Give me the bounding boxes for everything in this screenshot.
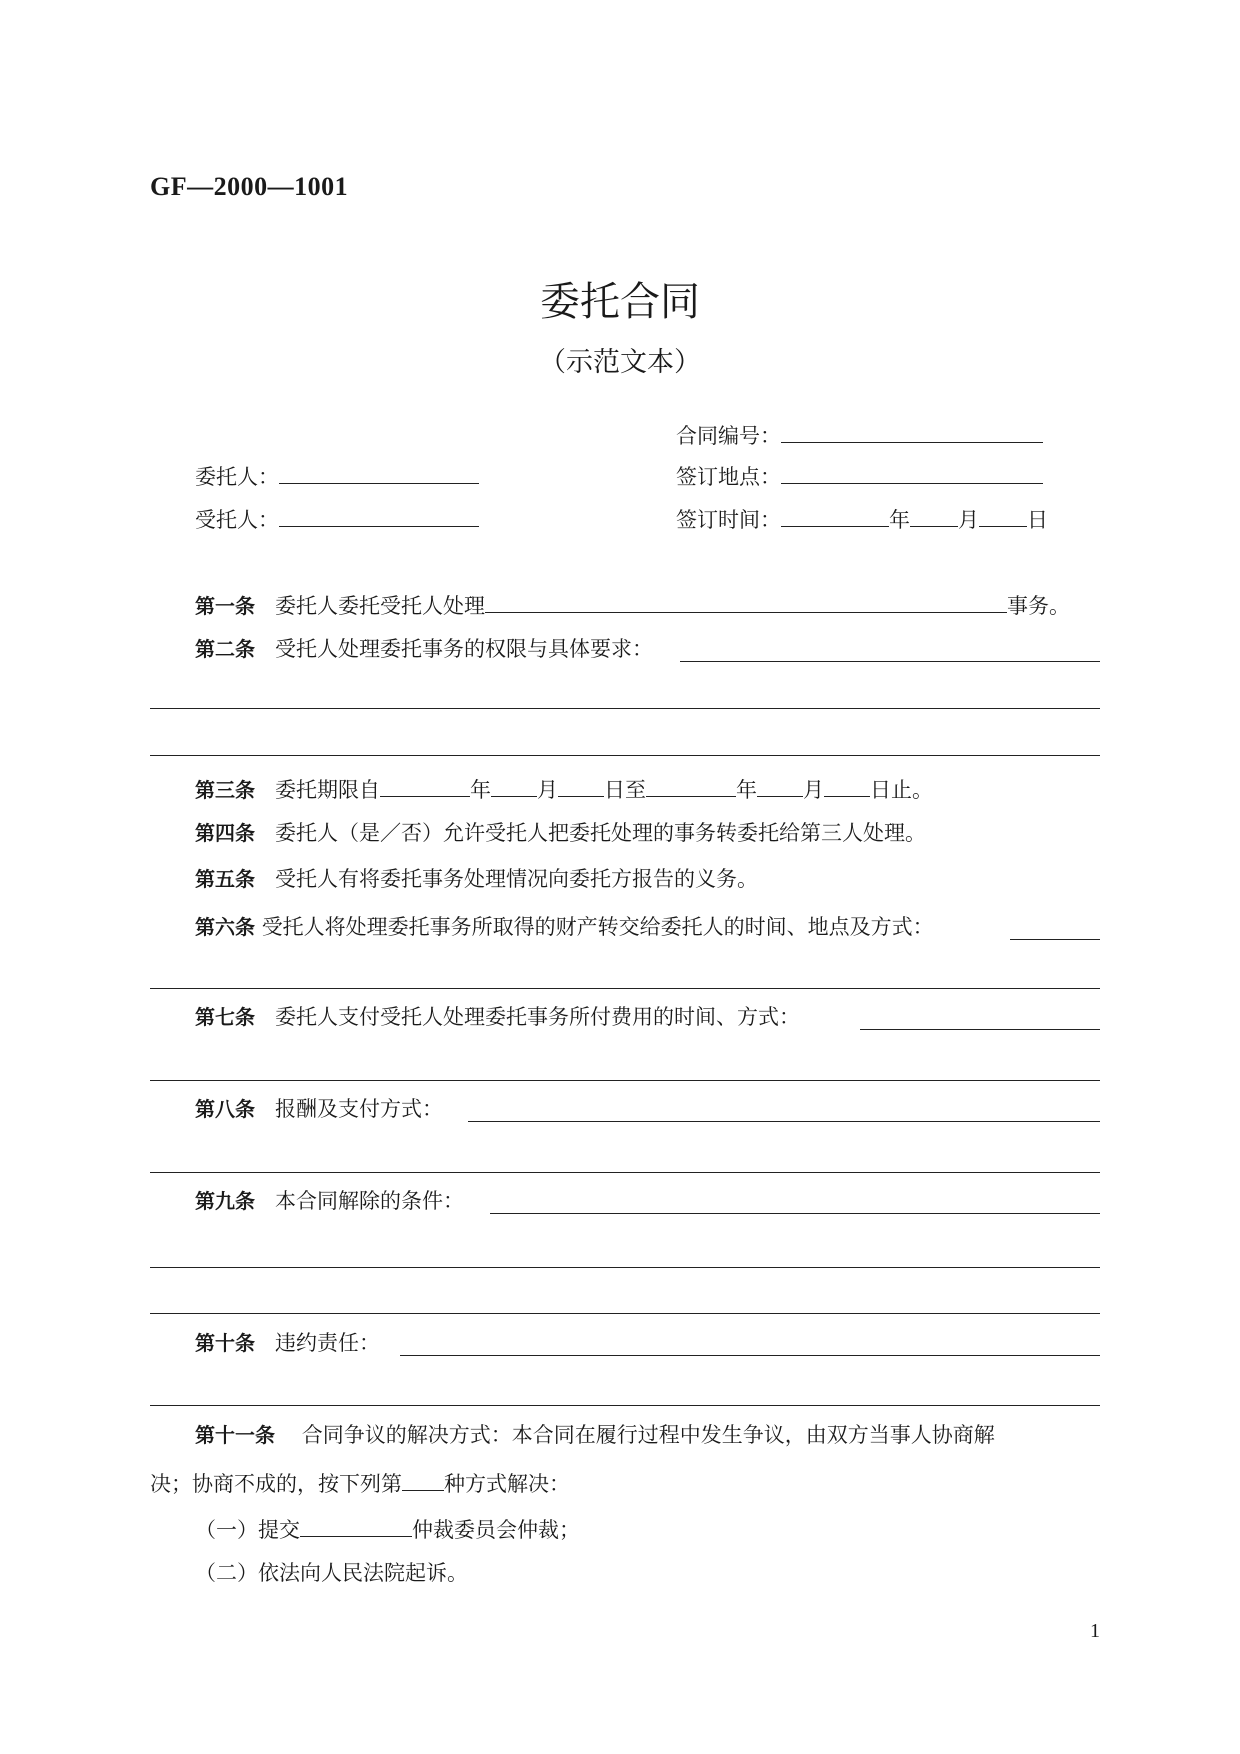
article-7-line[interactable] (150, 1080, 1100, 1081)
option-text: （二）依法向人民法院起诉。 (195, 1561, 468, 1585)
article-6-line[interactable] (150, 988, 1100, 989)
year-blank[interactable] (781, 502, 889, 527)
article-9-line-2[interactable] (150, 1313, 1100, 1314)
article-label: 第十条 (195, 1331, 255, 1355)
arbitration-commission-blank[interactable] (300, 1512, 412, 1537)
article-9-line-1[interactable] (150, 1267, 1100, 1268)
document-subtitle: （示范文本） (539, 347, 701, 378)
article-2 (195, 634, 653, 664)
article-text: 受托人有将委托事务处理情况向委托方报告的义务。 (275, 867, 759, 891)
option-text: （一）提交 (195, 1518, 300, 1542)
colon: ： (258, 465, 279, 489)
article-text: 受托人将处理委托事务所取得的财产转交给委托人的时间、地点及方式： (261, 915, 934, 939)
start-month-blank[interactable] (491, 772, 537, 797)
article-text: 本合同解除的条件： (275, 1189, 465, 1213)
colon: ： (760, 508, 781, 532)
matter-blank[interactable] (485, 588, 1007, 613)
article-9-blank[interactable] (490, 1213, 1100, 1214)
method-choice-blank[interactable] (402, 1466, 444, 1491)
option-text: 仲裁委员会仲裁； (412, 1518, 580, 1542)
article-text: 种方式解决： (444, 1472, 570, 1496)
article-7 (195, 1002, 800, 1032)
document-title: 委托合同 (540, 279, 700, 325)
time-field (676, 502, 1048, 535)
colon: ： (760, 465, 781, 489)
article-label: 第一条 (195, 594, 255, 618)
article-7-blank[interactable] (860, 1029, 1100, 1030)
article-text: 合同争议的解决方式：本合同在履行过程中发生争议，由双方当事人协商解 (301, 1423, 995, 1447)
article-3 (195, 772, 933, 805)
article-label: 第七条 (195, 1005, 255, 1029)
article-8-blank[interactable] (468, 1121, 1100, 1122)
option-court (195, 1558, 468, 1588)
article-2-blank[interactable] (680, 661, 1100, 662)
option-arbitration (195, 1512, 580, 1545)
contract-no-label: 合同编号 (676, 424, 760, 448)
article-text: 委托人（是／否）允许受托人把委托处理的事务转委托给第三人处理。 (275, 821, 927, 845)
month-label: 月 (537, 778, 559, 802)
year-label: 年 (470, 778, 492, 802)
agent-field (195, 502, 479, 535)
page-number: 1 (1090, 1620, 1100, 1642)
article-6 (195, 912, 934, 942)
month-label: 月 (803, 778, 825, 802)
article-2-line-1[interactable] (150, 708, 1100, 709)
article-label: 第八条 (195, 1097, 255, 1121)
place-blank[interactable] (781, 459, 1043, 484)
end-month-blank[interactable] (757, 772, 803, 797)
colon: ： (760, 424, 781, 448)
agent-blank[interactable] (279, 502, 479, 527)
article-text: 委托人委托受托人处理 (275, 594, 486, 618)
article-11-continuation (150, 1466, 570, 1499)
article-4 (195, 818, 926, 848)
start-day-blank[interactable] (558, 772, 604, 797)
principal-field (195, 459, 479, 492)
principal-blank[interactable] (279, 459, 479, 484)
article-11 (195, 1420, 995, 1450)
year-label: 年 (889, 508, 910, 532)
article-9 (195, 1186, 464, 1216)
time-label: 签订时间 (676, 508, 760, 532)
principal-label: 委托人 (195, 465, 258, 489)
end-day-blank[interactable] (824, 772, 870, 797)
article-text: 决；协商不成的，按下列第 (150, 1472, 402, 1496)
day-label: 日 (1027, 508, 1048, 532)
article-5 (195, 864, 758, 894)
contract-no-blank[interactable] (781, 418, 1043, 443)
article-label: 第四条 (195, 821, 255, 845)
article-10-line[interactable] (150, 1405, 1100, 1406)
article-text: 报酬及支付方式： (275, 1097, 444, 1121)
article-label: 第二条 (195, 637, 255, 661)
article-10-blank[interactable] (400, 1355, 1100, 1356)
month-blank[interactable] (910, 502, 958, 527)
article-label: 第三条 (195, 778, 255, 802)
article-1 (195, 588, 1070, 621)
day-blank[interactable] (979, 502, 1027, 527)
place-field (676, 459, 1043, 492)
article-tail: 事务。 (1007, 594, 1071, 618)
article-label: 第九条 (195, 1189, 255, 1213)
day-end-label: 日止。 (870, 778, 934, 802)
end-year-blank[interactable] (646, 772, 736, 797)
colon: ： (258, 508, 279, 532)
article-label: 第六条 (195, 915, 255, 939)
article-2-line-2[interactable] (150, 755, 1100, 756)
agent-label: 受托人 (195, 508, 258, 532)
article-text: 委托人支付受托人处理委托事务所付费用的时间、方式： (275, 1005, 801, 1029)
article-text: 违约责任： (275, 1331, 381, 1355)
document-code: GF—2000—1001 (150, 172, 349, 201)
year-label: 年 (736, 778, 758, 802)
article-8 (195, 1094, 443, 1124)
article-text: 委托期限自 (275, 778, 381, 802)
article-text: 受托人处理委托事务的权限与具体要求： (275, 637, 654, 661)
month-label: 月 (958, 508, 979, 532)
article-8-line[interactable] (150, 1172, 1100, 1173)
article-label: 第十一条 (195, 1423, 275, 1447)
article-10 (195, 1328, 380, 1358)
day-to-label: 日至 (604, 778, 647, 802)
start-year-blank[interactable] (380, 772, 470, 797)
article-label: 第五条 (195, 867, 255, 891)
article-6-blank[interactable] (1010, 939, 1100, 940)
contract-no-field (676, 418, 1043, 451)
place-label: 签订地点 (676, 465, 760, 489)
